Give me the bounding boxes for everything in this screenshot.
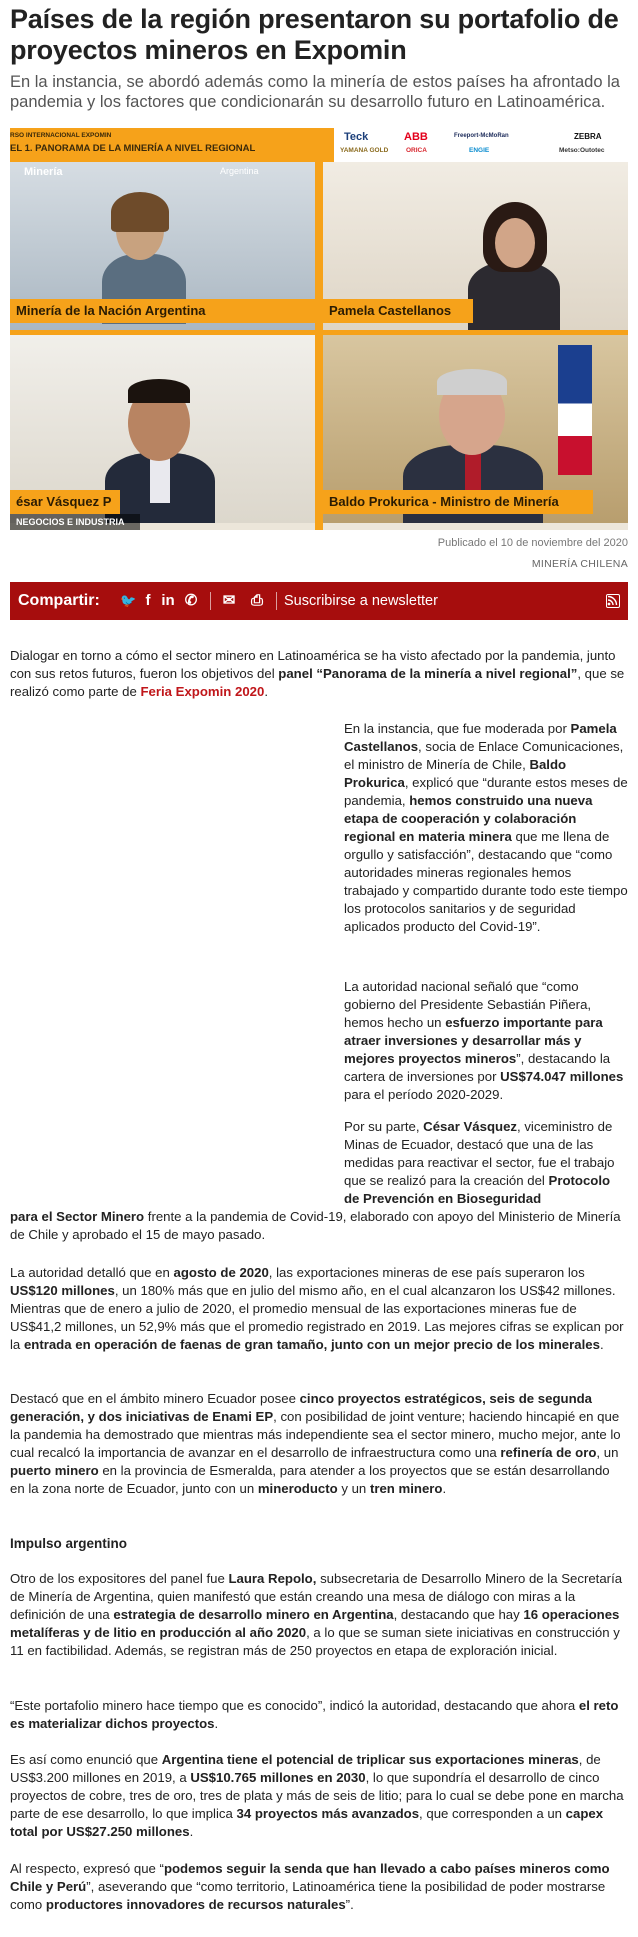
body-paragraph: Por su parte, César Vásquez, viceministro de Minas de Ecuador, destacó que una de las medidas para reactivar el sector, fue el trabajo que se realizó para la creación del Protocolo de Prevención en Bioseguridad (344, 1119, 615, 1206)
panel-divider (10, 330, 628, 335)
sponsor-logo: ENGIE (469, 147, 490, 154)
name-tag: ésar Vásquez P (10, 490, 120, 514)
email-icon[interactable]: ✉ (222, 592, 236, 609)
expomin-link[interactable]: Feria Expomin 2020 (140, 684, 265, 699)
page-title: Países de la región presentaron su portafolio de proyectos mineros en Expomin (10, 4, 619, 65)
body-paragraph: “Este portafolio minero hace tiempo que es conocido”, indicó la autoridad, destacando que ahora el reto es materializar dichos proyectos. (10, 1698, 619, 1731)
sponsor-logos (334, 128, 628, 162)
sponsor-logo: ORICA (406, 147, 427, 154)
photo-credit: NEGOCIOS E INDUSTRIA (10, 514, 140, 530)
banner-line-2: EL 1. PANORAMA DE LA MINERÍA A NIVEL REGIONAL (10, 143, 256, 154)
flag-graphic (558, 345, 592, 475)
share-label: Compartir: (18, 592, 100, 609)
share-divider (276, 592, 277, 610)
video-panel-cesar (10, 335, 315, 523)
section-heading: Impulso argentino (10, 1536, 128, 1551)
body-paragraph: En la instancia, que fue moderada por Pamela Castellanos, socia de Enlace Comunicaciones, el ministro de Minería de Chile, Baldo Prokurica, explicó que “durante estos meses de pandemia, hemos construido una nueva etapa de cooperación y colaboración regional en materia minera que me llena de orgullo y satisfacción”, destacando que “como autoridades mineras regionales hemos trabajado y compartido durante todo este tiempo los protocolos sanitarios y de seguridad aplicados producto del Covid-19”. (344, 721, 628, 934)
print-icon[interactable]: ⎙ (250, 592, 263, 609)
sponsor-logo: Metso:Outotec (559, 147, 605, 154)
rss-icon[interactable] (606, 594, 620, 608)
publish-date: Publicado el 10 de noviembre del 2020 (437, 537, 628, 549)
name-tag: Pamela Castellanos (323, 299, 473, 323)
body-paragraph: Es así como enunció que Argentina tiene el potencial de triplicar sus exportaciones mineras, de US$3.200 millones en 2019, a US$10.765 millones en 2030, lo que supondría el desarrollo de cinco proyectos de cobre, tres de oro, tres de plata y más de seis de litio; para lo cual se debe pone en marcha parte de ese desarrollo, lo que implica 34 proyectos más avanzados, que corresponden a un capex total por US$27.250 millones. (10, 1752, 624, 1839)
body-paragraph: La autoridad nacional señaló que “como gobierno del Presidente Sebastián Piñera, hemos hecho un esfuerzo importante para atraer inversiones y desarrollar más y mejores proyectos mineros”, destacando la cartera de inversiones por US$74.047 millones para el período 2020-2029. (344, 979, 624, 1102)
panel-caption: Minería (24, 166, 63, 178)
newsletter-link[interactable]: Suscribirse a newsletter (284, 593, 438, 609)
sponsor-logo: ABB (404, 131, 428, 143)
source-label[interactable]: MINERÍA CHILENA (531, 558, 628, 570)
body-paragraph: Destacó que en el ámbito minero Ecuador posee cinco proyectos estratégicos, seis de segunda generación, y dos iniciativas de Enami EP, con posibilidad de joint venture; haciendo hincapié en que la pandemia ha demostrado que mientras más independiente sea el sector minero, mucho mejor, ante lo cual recalcó la importancia de avanzar en el desarrollo de infraestructura como una refinería de oro, un puerto minero en la provincia de Esmeralda, para atender a los proyectos que se están desarrollando en la zona norte de Ecuador, junto con un mineroducto y un tren minero. (10, 1391, 621, 1496)
body-paragraph: Otro de los expositores del panel fue Laura Repolo, subsecretaria de Desarrollo Minero de la Secretaría de Minería de Argentina, quien manifestó que están creando una mesa de diálogo con miras a la definición de una estrategia de desarrollo minero en Argentina, destacando que hay 16 operaciones metalíferas y de litio en producción al año 2020, a lo que se suman siete iniciativas en construcción y 11 en factibilidad. Además, se registran más de 250 proyectos en etapa de exploración inicial. (10, 1571, 623, 1658)
twitter-icon[interactable]: 🐦 (120, 593, 137, 608)
body-paragraph: Al respecto, expresó que “podemos seguir la senda que han llevado a cabo países mineros como Chile y Perú”, aseverando que “como territorio, Latinoamérica tiene la posibilidad de poder mostrarse como productores innovadores de recursos naturales”. (10, 1861, 610, 1912)
event-banner (10, 128, 628, 162)
feature-photo[interactable] (10, 128, 628, 530)
linkedin-icon[interactable]: in (161, 592, 175, 609)
share-divider (210, 592, 211, 610)
sponsor-logo: Teck (344, 131, 369, 143)
share-bar (10, 582, 628, 620)
body-paragraph-continued: para el Sector Minero frente a la pandemia de Covid-19, elaborado con apoyo del Ministerio de Minería de Chile y aprobado el 15 de mayo pasado. (10, 1209, 621, 1242)
facebook-icon[interactable]: f (145, 592, 151, 609)
panel-caption: Argentina (220, 166, 259, 176)
video-panel-pamela (323, 162, 628, 330)
banner-line-1: RSO INTERNACIONAL EXPOMIN (10, 132, 112, 139)
sponsor-logo: Freeport-McMoRan (454, 133, 509, 139)
body-paragraph: Dialogar en torno a cómo el sector minero en Latinoamérica se ha visto afectado por la pandemia, junto con sus retos futuros, fueron los objetivos del panel “Panorama de la minería a nivel regional”, que se realizó como parte de Feria Expomin 2020. (10, 648, 625, 699)
article-subtitle: En la instancia, se abordó además como la minería de estos países ha afrontado la pandemia y los factores que condicionarán su desarrollo futuro en Latinoamérica. (10, 73, 620, 111)
body-paragraph: La autoridad detalló que en agosto de 2020, las exportaciones mineras de ese país superaron los US$120 millones, un 180% más que en julio del mismo año, en el cual alcanzaron los US$42 millones. Mientras que de enero a julio de 2020, el promedio mensual de las exportaciones mineras fue de US$41,2 millones, un 52,9% más que el promedio registrado en 2019. Las mejores cifras se explican por la entrada en operación de faenas de gran tamaño, junto con un mejor precio de los minerales. (10, 1265, 624, 1352)
whatsapp-icon[interactable]: ✆ (184, 592, 198, 609)
sponsor-logo: ZEBRA (574, 132, 602, 141)
sponsor-logo: YAMANA GOLD (340, 147, 389, 154)
panel-divider (315, 162, 323, 530)
name-tag: Minería de la Nación Argentina (10, 299, 315, 323)
name-tag: Baldo Prokurica - Ministro de Minería (323, 490, 593, 514)
video-panel-baldo (323, 335, 628, 523)
video-panel-argentina (10, 162, 315, 330)
